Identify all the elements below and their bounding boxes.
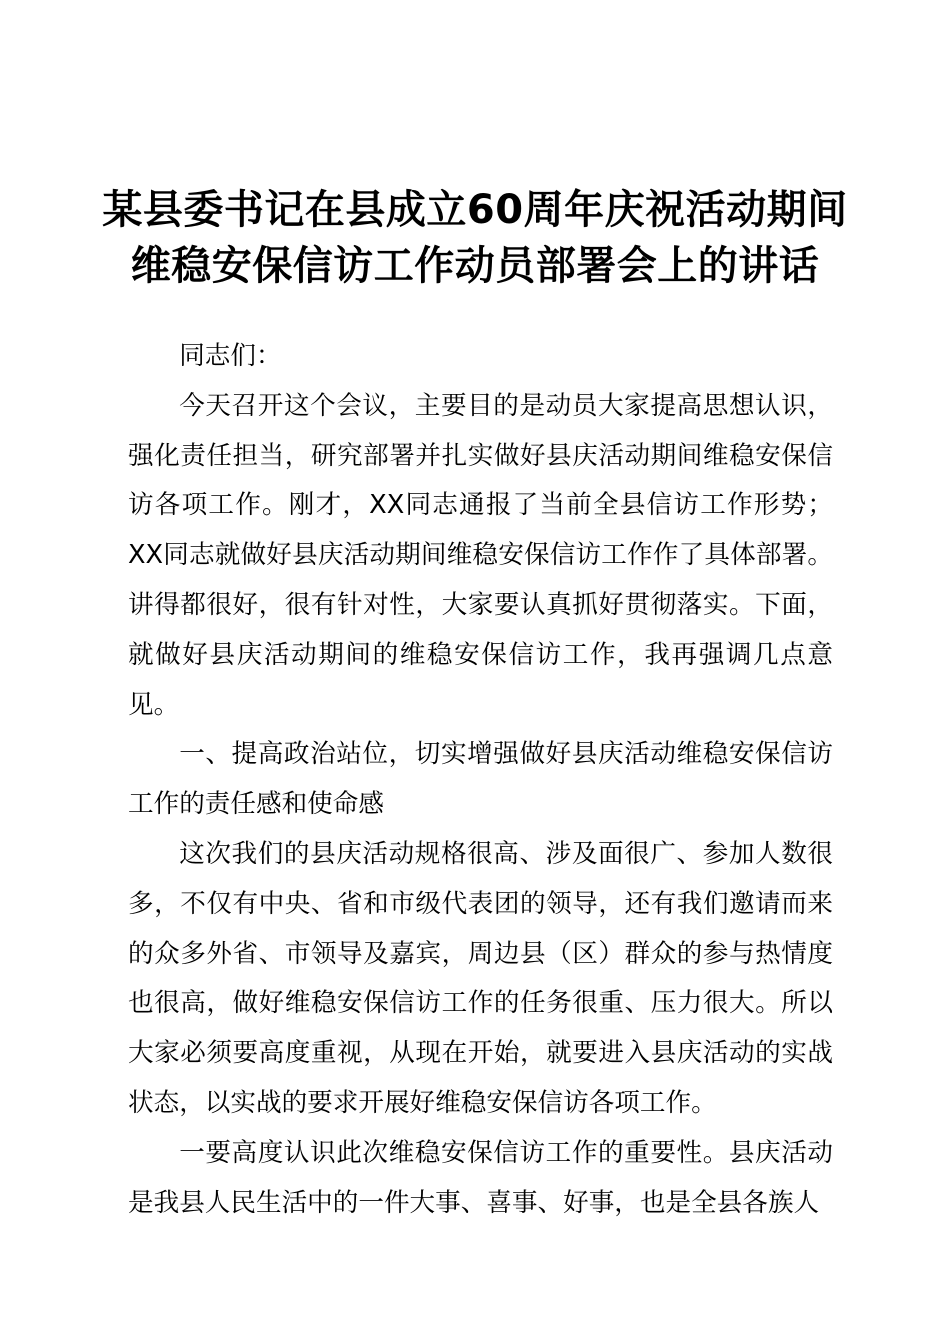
paragraph-context: 这次我们的县庆活动规格很高、涉及面很广、参加人数很多，不仅有中央、省和市级代表团的领导，还有我们邀请而来的众多外省、市领导及嘉宾，周边县（区）群众的参与热情度也很高，做好维稳安保信访工作的任务很重、压力很大。所以大家必须要高度重视，从现在开始，就要进入县庆活动的实战状态，以实战的要求开展好维稳安保信访各项工作。 [128, 838, 833, 1118]
paragraph-intro: 今天召开这个会议，主要目的是动员大家提高思想认识，强化责任担当，研究部署并扎实做好县庆活动期间维稳安保信访各项工作。刚才，XX同志通报了当前全县信访工作形势；XX同志就做好县庆活动期间维稳安保信访工作作了具体部署。讲得都很好，很有针对性，大家要认真抓好贯彻落实。下面，就做好县庆活动期间的维稳安保信访工作，我再强调几点意见。 [128, 390, 833, 720]
paragraph-point-1: 一要高度认识此次维稳安保信访工作的重要性。县庆活动是我县人民生活中的一件大事、喜事、好事，也是全县各族人 [128, 1137, 833, 1218]
document-body [128, 332, 833, 1228]
section-heading-1: 一、提高政治站位，切实增强做好县庆活动维稳安保信访工作的责任感和使命感 [128, 739, 833, 820]
salutation: 同志们： [179, 341, 282, 371]
document-title: 某县委书记在县成立60周年庆祝活动期间维稳安保信访工作动员部署会上的讲话 [102, 187, 848, 289]
